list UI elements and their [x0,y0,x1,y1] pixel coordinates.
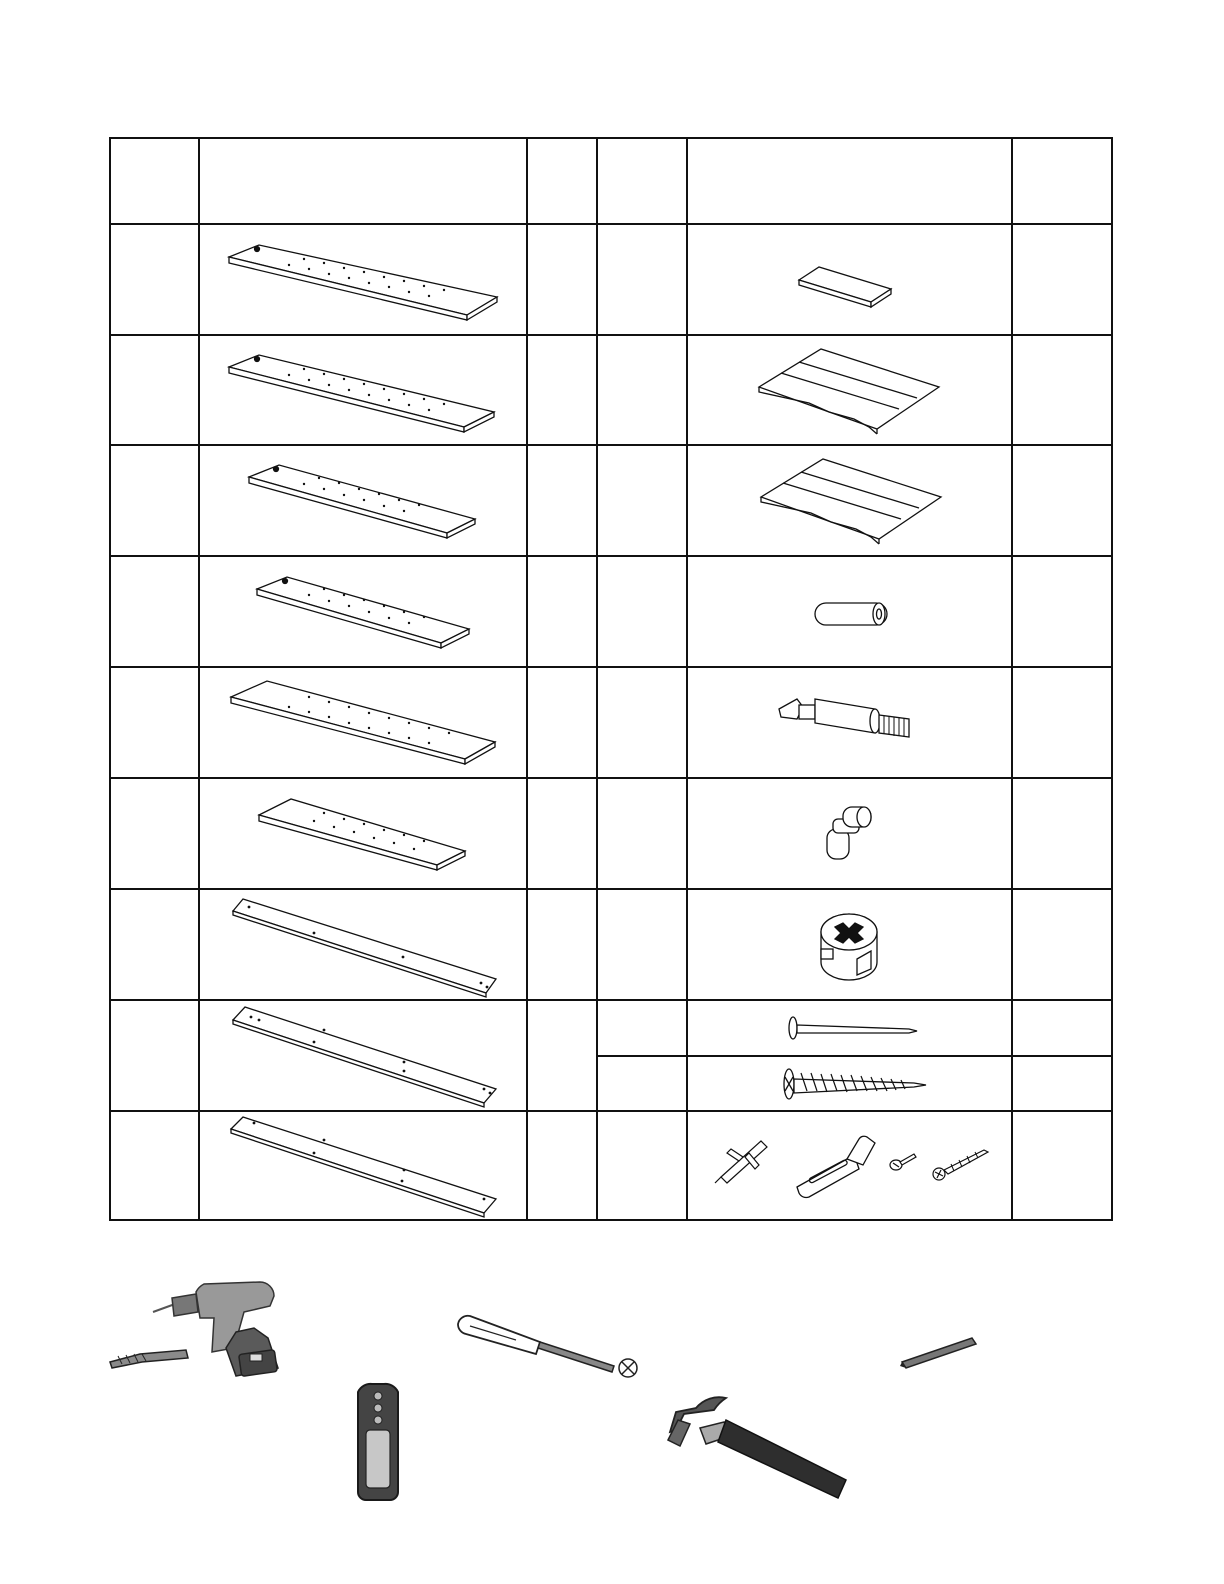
screw-icon [784,1069,926,1099]
wood-screw-icon [933,1150,988,1180]
back-panel-sheet-icon [759,349,939,434]
tools-illustration [0,1270,1224,1570]
l-bracket-icon [797,1136,875,1197]
long-shelf-panel-with-holes-icon [229,245,497,320]
wall-anchor-icon [715,1141,767,1183]
stud-finder-icon [358,1384,398,1500]
required-tools [0,1270,1224,1570]
screwdriver-icon [458,1316,637,1377]
medium-panel-with-holes-icon [249,465,475,538]
short-panel-with-holes-icon [257,577,469,648]
small-panel-with-holes-icon [259,799,465,870]
wide-panel-with-holes-icon [231,681,495,764]
pencil-icon [900,1338,976,1368]
hammer-icon [668,1397,846,1498]
back-panel-sheet-icon [761,459,941,544]
parts-table-grid [109,137,1113,1221]
long-rail-icon [231,1117,496,1217]
long-side-panel-with-holes-icon [229,355,494,432]
long-rail-icon [233,1007,496,1107]
shelf-pin-icon [827,807,871,859]
cam-bolt-icon [779,699,909,737]
cam-lock-icon [821,914,877,980]
parts-table [109,137,1113,1221]
felt-pad-icon [799,267,891,307]
nail-icon [789,1017,917,1039]
small-screw-icon [890,1154,916,1170]
power-drill-icon [153,1282,278,1376]
long-rail-icon [233,899,496,997]
drill-bit-icon [110,1350,188,1368]
wood-dowel-icon [815,603,887,625]
